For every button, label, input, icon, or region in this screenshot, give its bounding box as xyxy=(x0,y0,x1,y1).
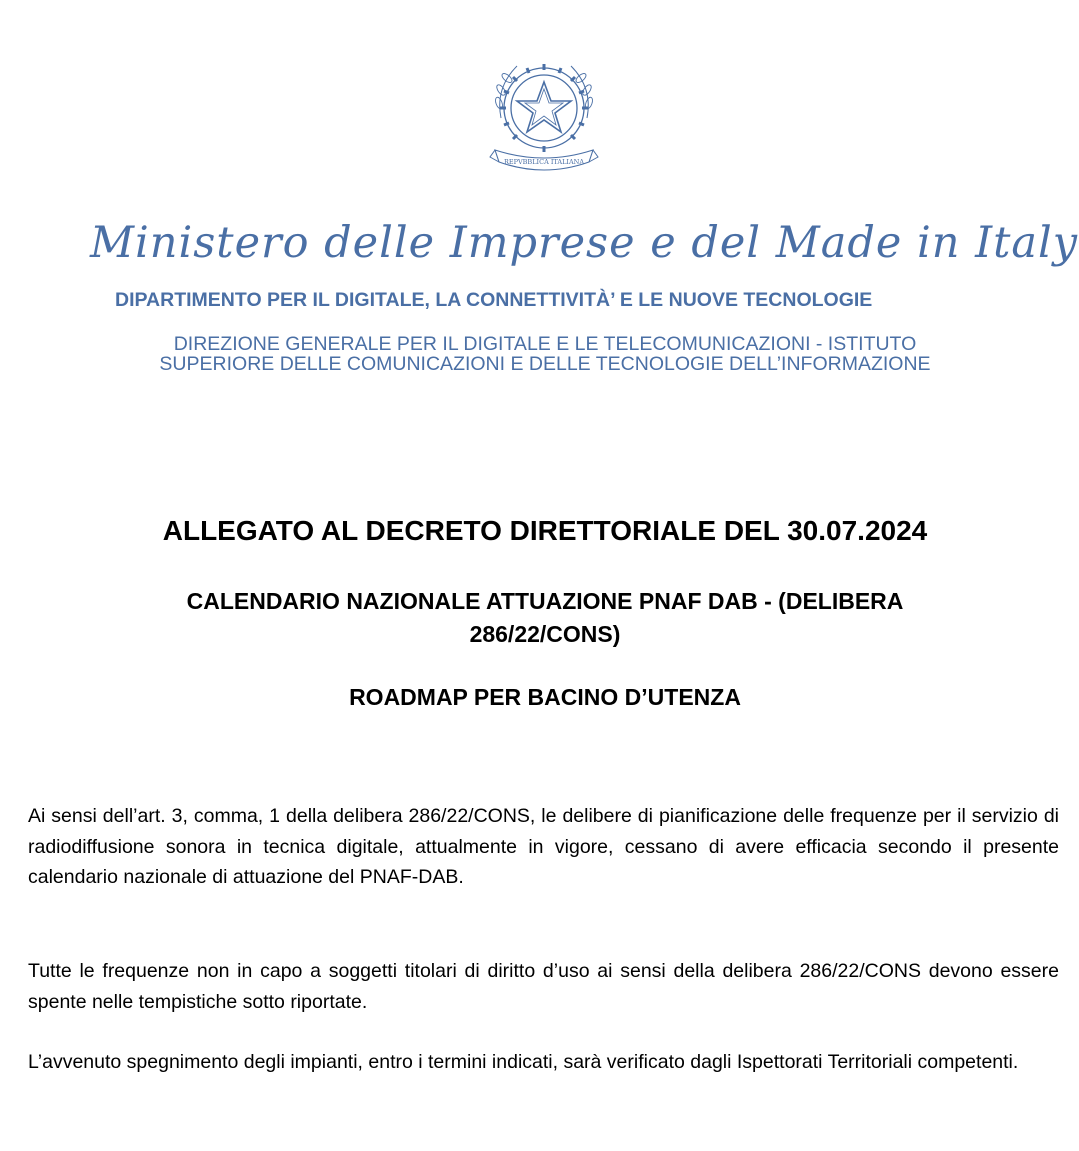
paragraph-1: Ai sensi dell’art. 3, comma, 1 della delibera 286/22/CONS, le delibere di pianificazione delle frequenze per il servizio di radiodiffusione sonora in tecnica digitale, attualmente in vigore, cessano di avere efficacia secondo il presente calendario nazionale di attuazione del PNAF-DAB. xyxy=(28,805,1059,888)
italian-republic-emblem xyxy=(489,58,599,180)
subtitle-line-2: 286/22/CONS) xyxy=(469,621,621,647)
paragraph-3: L’avvenuto spegnimento degli impianti, entro i termini indicati, sarà verificato dagli Ispettorati Territoriali competenti. xyxy=(28,1051,1019,1073)
section-title: ROADMAP PER BACINO D’UTENZA xyxy=(349,684,741,710)
paragraph-2: Tutte le frequenze non in capo a soggetti titolari di diritto d’uso ai sensi della delibera 286/22/CONS devono essere spente nelle tempistiche sotto riportate. xyxy=(28,960,1059,1013)
document-subtitle xyxy=(40,585,1050,651)
svg-text:REPVBBLICA ITALIANA: REPVBBLICA ITALIANA xyxy=(503,158,585,166)
direzione-generale xyxy=(70,334,1020,374)
direzione-line-2: SUPERIORE DELLE COMUNICAZIONI E DELLE TECNOLOGIE DELL’INFORMAZIONE xyxy=(159,353,931,375)
department-name: DIPARTIMENTO PER IL DIGITALE, LA CONNETTIVITÀ’ E LE NUOVE TECNOLOGIE xyxy=(115,289,873,311)
direzione-line-1: DIREZIONE GENERALE PER IL DIGITALE E LE TELECOMUNICAZIONI - ISTITUTO xyxy=(173,333,917,355)
subtitle-line-1: CALENDARIO NAZIONALE ATTUAZIONE PNAF DAB - (DELIBERA xyxy=(186,588,904,614)
document-title: ALLEGATO AL DECRETO DIRETTORIALE DEL 30.07.2024 xyxy=(162,515,928,546)
ministry-name: Ministero delle Imprese e del Made in Italy xyxy=(90,218,1079,268)
